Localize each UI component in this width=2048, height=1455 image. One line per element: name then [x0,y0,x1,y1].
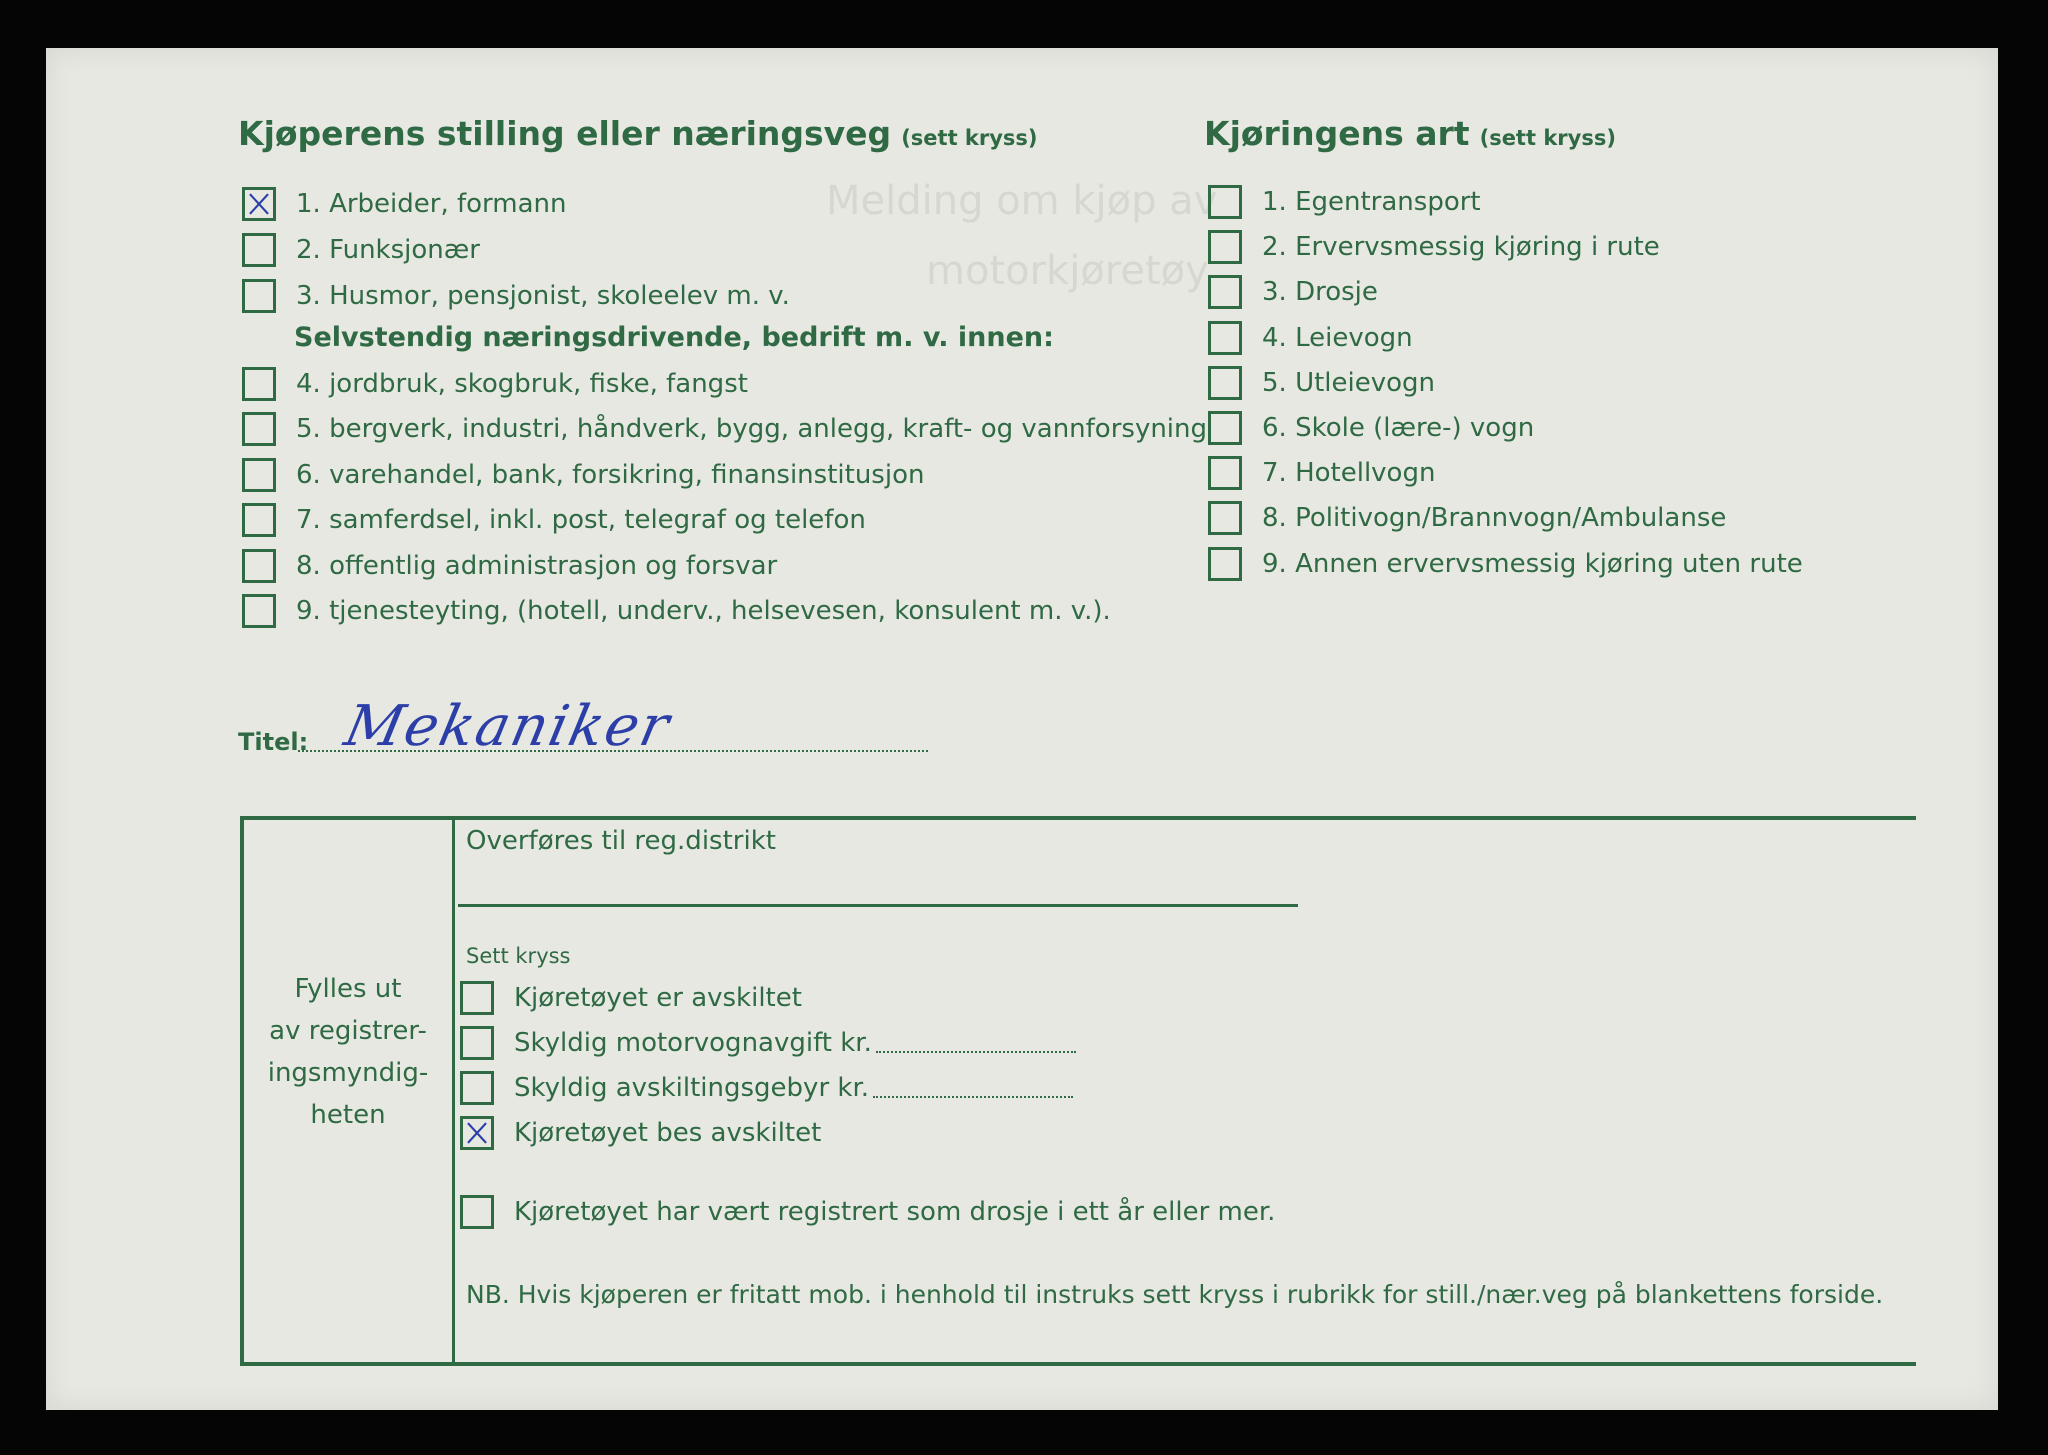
checkbox[interactable] [460,1195,494,1229]
checkbox[interactable] [1208,456,1242,490]
checkbox-row [1208,274,1378,310]
registry-box-divider [452,816,455,1366]
heading-text: Kjøperens stilling eller næringsveg [238,114,892,153]
checkbox-row [1208,500,1726,536]
checkbox-label: 6. varehandel, bank, forsikring, finansinstitusjon [296,459,925,490]
registry-box-top-border [240,816,1916,820]
checkbox[interactable] [242,187,276,221]
drosje-check-row [460,1194,1275,1230]
nb-note: NB. Hvis kjøperen er fritatt mob. i henhold til instruks sett kryss i rubrikk for still./nær.veg på blankettens forside. [466,1280,1884,1309]
checkbox-label: 9. Annen ervervsmessig kjøring uten rute [1262,548,1803,579]
amount-dotted-line[interactable] [876,1033,1076,1053]
registry-side-label [260,968,436,1136]
checkbox-row [460,1025,1076,1061]
side-label-line: Fylles ut [294,974,402,1004]
checkbox-row [1208,184,1481,220]
checkbox[interactable] [242,503,276,537]
checkbox-row [242,186,567,222]
checkbox[interactable] [1208,366,1242,400]
checkbox[interactable] [242,367,276,401]
checkbox[interactable] [242,549,276,583]
sett-kryss-label: Sett kryss [466,944,571,968]
checkbox[interactable] [460,1026,494,1060]
checkbox[interactable] [1208,185,1242,219]
checkbox-label: Skyldig motorvognavgift kr. [514,1028,872,1058]
bleed-through-text: motorkjøretøy [926,248,1209,294]
titel-handwritten-value[interactable]: Mekaniker [339,694,677,759]
checkbox-label: 8. offentlig administrasjon og forsvar [296,550,778,581]
checkbox-row [242,593,1111,629]
checkbox-label: 1. Arbeider, formann [296,189,567,219]
check-label: Kjøretøyet har vært registrert som drosje i ett år eller mer. [514,1197,1276,1227]
checkbox[interactable] [242,412,276,446]
checkbox-label: Skyldig avskiltingsgebyr kr. [514,1073,870,1103]
checkbox[interactable] [242,594,276,628]
registry-box-left-border [240,816,244,1366]
checkbox[interactable] [242,233,276,267]
checkbox[interactable] [1208,547,1242,581]
checkbox-row [242,278,790,314]
self-employed-subheading: Selvstendig næringsdrivende, bedrift m. v. innen: [294,322,1054,353]
checkbox-row [460,1070,1073,1106]
checkbox-row [1208,410,1534,446]
checkbox-row [1208,320,1413,356]
checkbox[interactable] [242,458,276,492]
checkbox-label: 4. Leievogn [1262,322,1413,353]
checkbox-label: 4. jordbruk, skogbruk, fiske, fangst [296,369,748,399]
checkbox-row [242,502,866,538]
checkbox[interactable] [460,981,494,1015]
cross-mark-icon [245,190,273,218]
checkbox-label: 6. Skole (lære-) vogn [1262,413,1535,443]
checkbox[interactable] [1208,321,1242,355]
checkbox-row [242,457,924,493]
checkbox-label: 2. Ervervsmessig kjøring i rute [1262,232,1660,263]
bleed-through-text: Melding om kjøp av [826,178,1218,224]
checkbox[interactable] [1208,275,1242,309]
heading-text: Kjøringens art [1204,114,1470,153]
checkbox-label: 8. Politivogn/Brannvogn/Ambulanse [1262,503,1727,534]
buyer-occupation-heading [238,114,1038,153]
checkbox-label: Kjøretøyet er avskiltet [514,983,802,1013]
checkbox-label: 5. Utleievogn [1262,367,1436,398]
checkbox-row [242,548,777,584]
titel-label: Titel: [238,728,309,756]
form-sheet [46,48,1998,1410]
heading-note: (sett kryss) [901,126,1038,150]
cross-mark-icon [463,1119,491,1147]
checkbox-label: 3. Husmor, pensjonist, skoleelev m. v. [296,281,790,311]
checkbox[interactable] [460,1116,494,1150]
side-label-line: ingsmyndig- [267,1058,429,1088]
transfer-district-line[interactable] [458,904,1298,907]
checkbox[interactable] [1208,230,1242,264]
checkbox-row [242,411,1207,447]
side-label-line: av registrer- [269,1016,427,1046]
checkbox[interactable] [1208,411,1242,445]
checkbox-row [1208,455,1435,491]
checkbox-label: 7. samferdsel, inkl. post, telegraf og telefon [296,505,866,536]
heading-note: (sett kryss) [1479,126,1616,150]
checkbox-row [1208,546,1803,582]
checkbox-row [242,232,480,268]
registry-box-bottom-border [240,1362,1916,1366]
transfer-label: Overføres til reg.distrikt [466,826,776,856]
checkbox-row [1208,365,1435,401]
checkbox-row [1208,229,1660,265]
checkbox-label: 7. Hotellvogn [1262,458,1436,489]
checkbox-row [460,1115,821,1151]
checkbox-label: 9. tjenesteyting, (hotell, underv., helsevesen, konsulent m. v.). [296,596,1111,626]
checkbox-label: 3. Drosje [1262,277,1378,308]
driving-type-heading [1204,114,1616,153]
amount-dotted-line[interactable] [873,1078,1073,1098]
side-label-line: heten [310,1100,386,1130]
checkbox-label: 1. Egentransport [1262,187,1481,217]
checkbox-label: Kjøretøyet bes avskiltet [514,1118,822,1148]
checkbox-label: 2. Funksjonær [296,235,480,265]
checkbox-row [242,366,748,402]
checkbox-label: 5. bergverk, industri, håndverk, bygg, anlegg, kraft- og vannforsyning [296,414,1208,445]
checkbox-row [460,980,802,1016]
checkbox[interactable] [1208,501,1242,535]
checkbox[interactable] [242,279,276,313]
checkbox[interactable] [460,1071,494,1105]
